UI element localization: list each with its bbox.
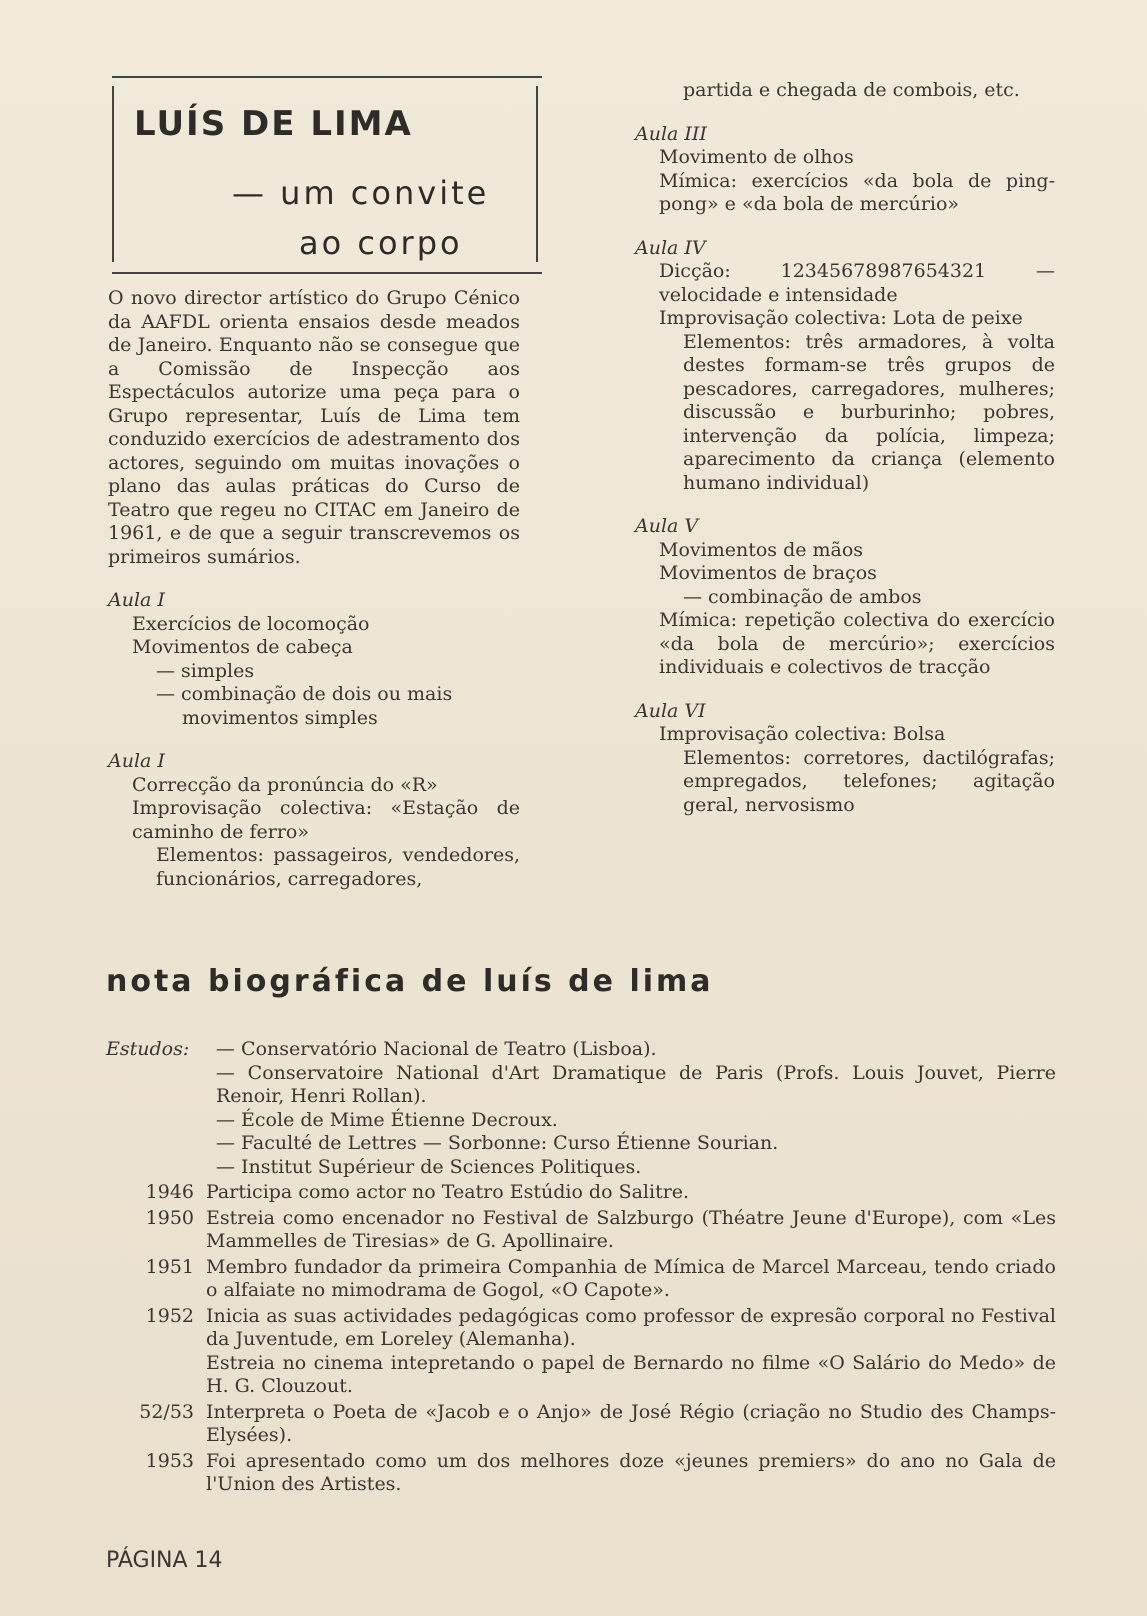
aula-line: — combinação de ambos bbox=[683, 585, 922, 608]
study-item: — Conservatório Nacional de Teatro (Lisboa). bbox=[216, 1038, 657, 1060]
article-title: LUÍS DE LIMA bbox=[134, 104, 413, 144]
intro-paragraph: O novo director artístico do Grupo Cénico da AAFDL orienta ensaios desde meados de Janeiro. Enquanto não se consegue que a Comissão de Inspecção aos Espectáculos autorize uma peça para o Grupo representar, Luís de Lima tem conduzido exercícios de adestramento dos actores, seguindo om muitas inovações o plano das aulas práticas do Curso de Teatro que regeu no CITAC em Janeiro de 1961, e de que a seguir transcrevemos os primeiros sumários. bbox=[108, 287, 520, 568]
aula-line: Correcção da pronúncia do «R» bbox=[132, 773, 438, 796]
bio-year: 1953 bbox=[145, 1449, 194, 1472]
aula-line: Movimentos de mãos bbox=[659, 538, 864, 561]
article-subtitle-line2: ao corpo bbox=[299, 224, 463, 262]
studies-row bbox=[106, 1062, 1056, 1109]
bio-year: 52/53 bbox=[139, 1400, 194, 1423]
studies-row bbox=[106, 1109, 1056, 1133]
bio-year: 1950 bbox=[145, 1206, 194, 1229]
bio-entry bbox=[106, 1207, 1056, 1254]
bio-year bbox=[106, 1352, 206, 1399]
aula-line: Mímica: repetição colectiva do exercício «da bola de mercúrio»; exercícios individuais e colectivos de tracção bbox=[659, 609, 1055, 678]
right-column bbox=[635, 79, 1055, 817]
aula-line: movimentos simples bbox=[182, 706, 378, 729]
title-box bbox=[112, 76, 542, 274]
bio-text: Participa como actor no Teatro Estúdio do Salitre. bbox=[206, 1181, 690, 1203]
bio-entry bbox=[106, 1352, 1056, 1399]
aula-heading: Aula V bbox=[635, 515, 699, 537]
aula-heading: Aula VI bbox=[635, 699, 706, 722]
study-item: — École de Mime Étienne Decroux. bbox=[216, 1108, 558, 1131]
bio-year: 1952 bbox=[145, 1304, 194, 1327]
aula-line: Dicção: 12345678987654321 — velocidade e intensidade bbox=[659, 260, 1055, 306]
aula-line: Movimento de olhos bbox=[659, 146, 854, 168]
bio-year: 1946 bbox=[145, 1181, 194, 1203]
left-column bbox=[108, 287, 520, 891]
study-item: — Institut Supérieur de Sciences Politiques. bbox=[216, 1155, 642, 1178]
studies-row bbox=[106, 1038, 1056, 1062]
aula-line: Exercícios de locomoção bbox=[132, 612, 370, 635]
bio-section bbox=[106, 1038, 1056, 1497]
aula-line: partida e chegada de combois, etc. bbox=[683, 79, 1020, 101]
study-item: — Conservatoire National d'Art Dramatique de Paris (Profs. Louis Jouvet, Pierre Renoir, Henri Rollan). bbox=[216, 1061, 1056, 1107]
studies-row bbox=[106, 1132, 1056, 1156]
aula-line: Mímica: exercícios «da bola de ping-pong» e «da bola de mercúrio» bbox=[659, 169, 1055, 215]
aula-line: Elementos: passageiros, vendedores, funcionários, carregadores, bbox=[156, 844, 520, 890]
bio-text: Inicia as suas actividades pedagógicas como professor de expresão corporal no Festival da Juventude, em Loreley (Alemanha). bbox=[206, 1304, 1056, 1350]
title-box-frame bbox=[112, 86, 538, 262]
bio-text: Estreia no cinema intepretando o papel de Bernardo no filme «O Salário do Medo» de H. G. Clouzout. bbox=[206, 1351, 1056, 1397]
aula-line: Improvisação colectiva: «Estação de caminho de ferro» bbox=[132, 797, 520, 843]
bio-entry bbox=[106, 1256, 1056, 1303]
aula-heading: Aula I bbox=[108, 589, 165, 611]
bio-text: Foi apresentado como um dos melhores doze «jeunes premiers» do ano no Gala de l'Union des Artistes. bbox=[206, 1449, 1056, 1495]
bio-text: Membro fundador da primeira Companhia de Mímica de Marcel Marceau, tendo criado o alfaiate no mimodrama de Gogol, «O Capote». bbox=[206, 1255, 1056, 1301]
study-item: — Faculté de Lettres — Sorbonne: Curso Étienne Sourian. bbox=[216, 1132, 779, 1154]
aula-line: — combinação de dois ou mais bbox=[156, 683, 453, 705]
aula-line: — simples bbox=[156, 659, 255, 682]
bio-year: 1951 bbox=[145, 1255, 194, 1278]
aula-heading: Aula IV bbox=[635, 236, 706, 259]
aula-line: Improvisação colectiva: Lota de peixe bbox=[659, 307, 1023, 329]
bio-entry bbox=[106, 1305, 1056, 1352]
studies-label: Estudos: bbox=[106, 1038, 190, 1060]
aula-heading: Aula III bbox=[635, 122, 707, 145]
bio-entry bbox=[106, 1181, 1056, 1205]
bio-title: nota biográfica de luís de lima bbox=[106, 964, 714, 999]
studies-row bbox=[106, 1156, 1056, 1180]
bio-text: Estreia como encenador no Festival de Salzburgo (Théatre Jeune d'Europe), com «Les Mammelles de Tiresias» de G. Apollinaire. bbox=[206, 1206, 1056, 1252]
aula-line: Movimentos de cabeça bbox=[132, 636, 353, 658]
article-subtitle-line1: — um convite bbox=[232, 174, 490, 212]
page-number: PÁGINA 14 bbox=[106, 1548, 223, 1573]
aula-line: Movimentos de braços bbox=[659, 562, 877, 584]
bio-entry bbox=[106, 1450, 1056, 1497]
aula-heading: Aula I bbox=[108, 750, 165, 772]
bio-text: Interpreta o Poeta de «Jacob e o Anjo» de José Régio (criação no Studio des Champs-Elysées). bbox=[206, 1400, 1056, 1446]
aula-line: Elementos: corretores, dactilógrafas; empregados, telefones; agitação geral, nervosismo bbox=[683, 746, 1055, 816]
aula-line: Elementos: três armadores, à volta destes formam-se três grupos de pescadores, carregadores, mulheres; discussão e burburinho; pobres, intervenção da polícia, limpeza; aparecimento da criança (elemento humano individual) bbox=[683, 330, 1055, 494]
bio-entry bbox=[106, 1401, 1056, 1448]
aula-line: Improvisação colectiva: Bolsa bbox=[659, 723, 946, 745]
